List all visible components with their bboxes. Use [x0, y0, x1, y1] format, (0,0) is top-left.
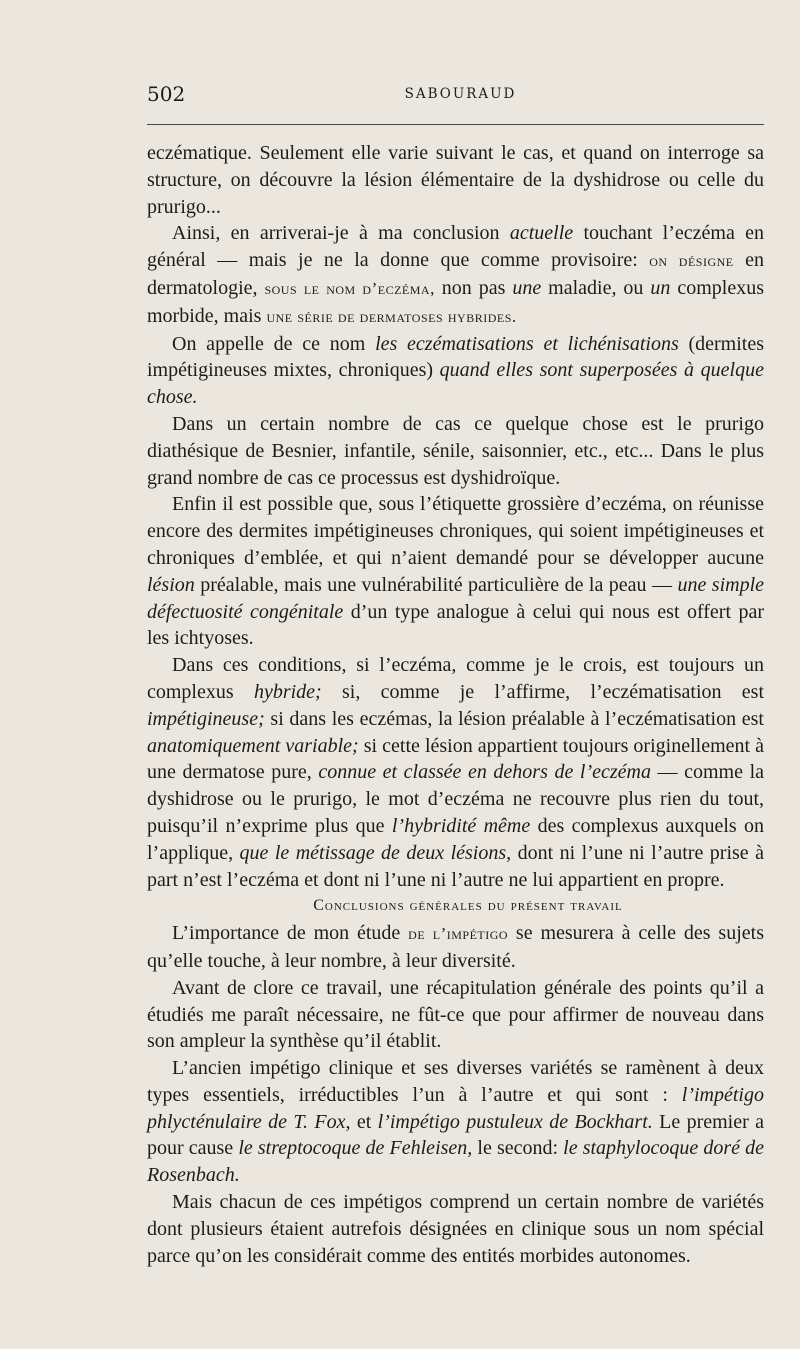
paragraph-conditions: Dans ces conditions, si l’eczéma, comme je le crois, est toujours un complexus hybride; si, comme je l’affirme, l’eczématisation est impétigineuse; si dans les eczémas, la lésion préalable à l’eczématisation est anatomiquement variable; si cette lésion appartient toujours originellement à une dermatose pure, connue et classée en dehors de l’eczéma — comme la dyshidrose ou le prurigo, le mot d’eczéma ne recouvre plus rien du tout, puisqu’il n’exprime plus que l’hybridité même des complexus auxquels on l’applique, que le métissage de deux lésions, dont ni l’une ni l’autre prise à part n’est l’eczéma et dont ni l’une ni l’autre ne lui appartient en propre. [147, 654, 765, 891]
paragraph-dermites: Enfin il est possible que, sous l’étiquette grossière d’eczéma, on réunisse encore des dermites impétigineuses chroniques, qui soient impétigineuses et chroniques d’emblée, et qui n’aient demandé pour se développer aucune lésion préalable, mais une vulnérabilité particulière de la peau — une simple défectuosité congénitale d’un type analogue à celui qui nous est offert par les ichtyoses. [147, 493, 765, 650]
body-text [147, 140, 764, 1269]
paragraph-recapitulation: Avant de clore ce travail, une récapitulation générale des points qu’il a étudiés me paraît nécessaire, ne fût-ce que pour affirmer de nouveau dans son ampleur la synthèse qu’il établit. [147, 976, 764, 1053]
paragraph-conclusion: Ainsi, en arriverai-je à ma conclusion actuelle touchant l’eczéma en général — mais je ne la donne que comme provisoire: on désigne en dermatologie, sous le nom d’eczéma, non pas une maladie, ou un complexus morbide, mais une série de dermatoses hybrides. [147, 222, 765, 327]
section-heading: Conclusions générales du présent travail [313, 897, 623, 915]
paragraph-definition: On appelle de ce nom les eczématisations et lichénisations (dermites impétigineuses mixtes, chroniques) quand elles sont superposées à quelque chose. [147, 332, 765, 409]
running-title: SABOURAUD [404, 86, 517, 102]
paragraph-prurigo: Dans un certain nombre de cas ce quelque chose est le prurigo diathésique de Besnier, infantile, sénile, saisonnier, etc., etc... Dans le plus grand nombre de cas ce processus est dyshidroïque. [147, 412, 764, 489]
paragraph-varieties: Mais chacun de ces impétigos comprend un certain nombre de variétés dont plusieurs étaient autrefois désignées en clinique sous un nom spécial parce qu’on les considérait comme des entités morbides autonomes. [147, 1191, 764, 1267]
paragraph-continuation: eczématique. Seulement elle varie suivant le cas, et quand on interroge sa structure, on découvre la lésion élémentaire de la dyshidrose ou celle du prurigo... [147, 142, 764, 218]
page-header [147, 82, 764, 110]
header-rule [147, 124, 764, 125]
paragraph-types: L’ancien impétigo clinique et ses diverses variétés se ramènent à deux types essentiels, irréductibles l’un à l’autre et qui sont : l’impétigo phlycténulaire de T. Fox, et l’impétigo pustuleux de Bockhart. Le premier a pour cause le streptocoque de Fehleisen, le second: le staphylocoque doré de Rosenbach. [147, 1057, 764, 1187]
paragraph-importance: L’importance de mon étude de l’impétigo se mesurera à celle des sujets qu’elle touche, à leur nombre, à leur diversité. [147, 922, 764, 972]
page-number: 502 [147, 82, 186, 106]
